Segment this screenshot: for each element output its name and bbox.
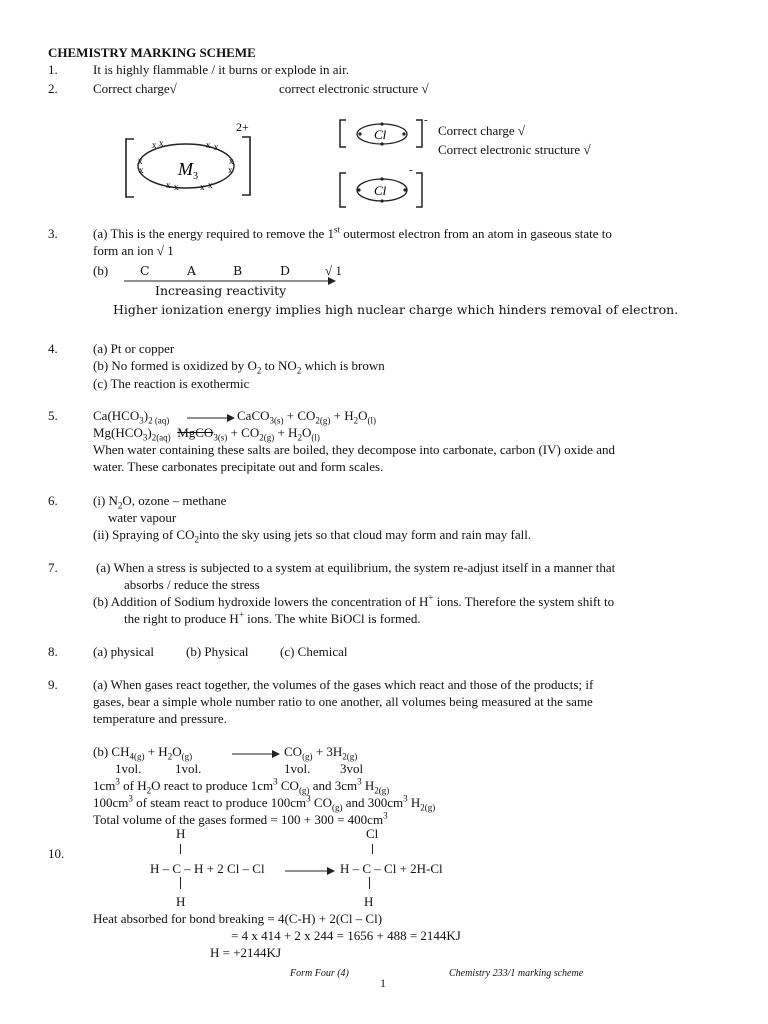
answer-text: water vapour xyxy=(108,510,177,525)
answer-text: (c) The reaction is exothermic xyxy=(93,376,250,391)
answer-text: Heat absorbed for bond breaking = 4(C-H) + 2(Cl – Cl) xyxy=(93,911,383,926)
question-number: 8. xyxy=(48,644,58,659)
svg-text:Cl: Cl xyxy=(374,183,387,198)
bond-line xyxy=(180,844,181,854)
answer-text: (a) This is the energy required to remove the 1st outermost electron from an atom in gaseous state to xyxy=(93,224,612,241)
answer-text: When water containing these salts are boiled, they decompose into carbonate, carbon (IV) oxide and xyxy=(93,442,615,457)
answer-text: (i) $N_2O$, ozone – methane xyxy=(93,493,227,511)
equation: (b) $CH_{4(g)} + H_2O_{(g)}$ xyxy=(93,744,193,762)
answer-text: (a) When gases react together, the volumes of the gases which react and those of the products; if xyxy=(93,677,594,692)
answer-text: (a) Pt or copper xyxy=(93,341,175,356)
atom-label: H xyxy=(176,894,186,909)
atom-label: Cl xyxy=(366,826,379,841)
question-number: 4. xyxy=(48,341,58,356)
answer-text: = 4 x 414 + 2 x 244 = 1656 + 488 = 2144KJ xyxy=(231,928,461,943)
svg-text:-: - xyxy=(409,164,413,176)
arrow-label: Increasing reactivity xyxy=(155,283,287,298)
atom-label: H xyxy=(176,826,186,841)
answer-text: (a) physical xyxy=(93,644,155,659)
mark-note: Correct electronic structure √ xyxy=(438,142,591,157)
order-item: B xyxy=(233,263,243,278)
answer-text: (b) xyxy=(93,263,109,278)
answer-text: $100cm^3$ of steam react to produce $100cm^3$ $CO_{(g)}$ and $300cm^3$ $H_{2(g)}$ xyxy=(93,793,436,813)
bond-line xyxy=(180,877,181,889)
svg-text:x: x xyxy=(174,182,179,192)
anion-label: Cl xyxy=(374,127,387,142)
answer-text: gases, bear a simple whole number ratio to one another, all volumes being measured at the same xyxy=(93,694,593,709)
answer-text: $1cm^3$ of $H_2O$ react to produce $1cm^3$ $CO_{(g)}$ and $3cm^3$ $H_{2(g)}$ xyxy=(93,776,390,796)
svg-text:x: x xyxy=(208,180,213,190)
svg-text:x: x xyxy=(152,140,157,150)
bond-line xyxy=(372,844,373,854)
question-number: 1. xyxy=(48,62,58,77)
question-number: 3. xyxy=(48,226,58,241)
answer-text: Total volume of the gases formed = $100 + 300 = 400cm^3$ xyxy=(93,810,388,827)
equation: $Mg(HCO_3)_{2(aq)}$ MgCO$_{3(s)}$ + $CO_{2(g)} + H_2O_{(l)}$ xyxy=(93,425,320,443)
reaction-arrow xyxy=(187,413,235,423)
bond-line xyxy=(369,877,370,889)
order-item: C xyxy=(140,263,150,278)
svg-text:x: x xyxy=(166,180,171,190)
answer-text: (c) Chemical xyxy=(280,644,348,659)
question-number: 7. xyxy=(48,560,58,575)
reaction-arrow xyxy=(285,866,335,876)
equation: CaCO$_{3(s)}$ + $CO_{2(g)} + H_2O_{(l)}$ xyxy=(237,408,377,426)
svg-text:x: x xyxy=(200,182,205,192)
volume-label: 1vol. xyxy=(284,761,311,776)
svg-text:x: x xyxy=(159,138,164,148)
answer-text: absorbs / reduce the stress xyxy=(124,577,260,592)
answer-text: correct electronic structure √ xyxy=(279,81,429,96)
order-item: D xyxy=(280,263,291,278)
svg-text:x: x xyxy=(139,165,144,175)
svg-text:x: x xyxy=(138,156,143,166)
volume-label: 3vol xyxy=(340,761,364,776)
volume-label: 1vol. xyxy=(175,761,202,776)
footer-right: Chemistry 233/1 marking scheme xyxy=(449,968,584,979)
answer-text: temperature and pressure. xyxy=(93,711,227,726)
page-number: 1 xyxy=(380,976,386,990)
answer-text: Correct charge√ xyxy=(93,81,177,96)
answer-text: form an ion √ 1 xyxy=(93,243,174,258)
mark-note: √ 1 xyxy=(325,263,342,278)
answer-text: (a) When a stress is subjected to a system at equilibrium, the system re-adjust itself in a manner that xyxy=(96,560,616,575)
answer-text: (b) Physical xyxy=(186,644,249,659)
question-number: 10. xyxy=(48,846,65,861)
answer-text: water. These carbonates precipitate out and form scales. xyxy=(93,459,384,474)
question-number: 9. xyxy=(48,677,58,692)
answer-text: (ii) Spraying of $CO_2into$ the sky using jets so that cloud may form and rain may fall. xyxy=(93,527,532,545)
svg-text:x: x xyxy=(229,156,234,166)
mark-note: Correct charge √ xyxy=(438,123,526,138)
footer-left: Form Four (4) xyxy=(290,968,349,979)
svg-text:x: x xyxy=(214,142,219,152)
equation: $CO_{(g)} + 3H_{2(g)}$ xyxy=(284,744,358,762)
question-number: 6. xyxy=(48,493,58,508)
answer-text: the right to produce H+ ions. The white BiOCl is formed. xyxy=(124,609,421,626)
answer-text: It is highly flammable / it burns or explode in air. xyxy=(93,62,349,77)
answer-text: (b) Addition of Sodium hydroxide lowers the concentration of H+ ions. Therefore the system shift to xyxy=(93,592,615,609)
page-title: CHEMISTRY MARKING SCHEME xyxy=(48,45,256,60)
equation: H – C – Cl + 2H-Cl xyxy=(340,861,443,876)
atom-label: H xyxy=(364,894,374,909)
volume-label: 1vol. xyxy=(115,761,142,776)
equation: H – C – H + 2 Cl – Cl xyxy=(150,861,265,876)
equation: $Ca(HCO_3)_{2 (aq)}$ xyxy=(93,408,170,426)
answer-text: H = +2144KJ xyxy=(210,945,281,960)
ion-structure-diagram xyxy=(120,115,450,220)
question-number: 2. xyxy=(48,81,58,96)
anion-charge: - xyxy=(424,115,428,126)
order-item: A xyxy=(187,263,197,278)
svg-text:M: M xyxy=(178,159,193,179)
svg-text:x: x xyxy=(228,165,233,175)
svg-text:x: x xyxy=(206,140,211,150)
answer-text: (b) No formed is oxidized by $O_2$ to $NO_2$ which is brown xyxy=(93,358,385,376)
answer-text: Higher ionization energy implies high nuclear charge which hinders removal of electron. xyxy=(113,302,679,317)
cation-charge: 2+ xyxy=(236,120,249,134)
svg-text:3: 3 xyxy=(193,171,198,182)
question-number: 5. xyxy=(48,408,58,423)
reaction-arrow xyxy=(232,749,280,759)
